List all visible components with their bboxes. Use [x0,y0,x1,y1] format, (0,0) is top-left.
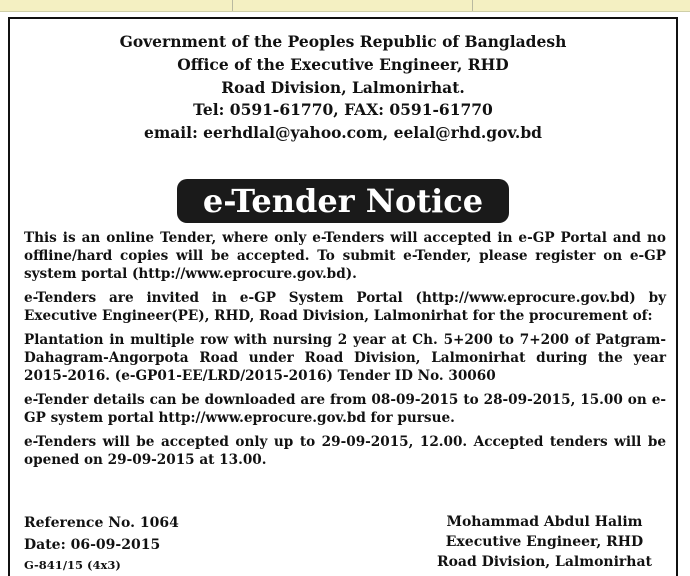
strip-divider [232,0,233,11]
office-name: Office of the Executive Engineer, RHD [177,54,509,74]
notice-date: Date: 06-09-2015 [24,537,161,553]
signatory-name: Mohammad Abdul Halim [446,514,643,530]
paragraph-download-period: e-Tender details can be downloaded are from 08-09-2015 to 28-09-2015, 15.00 on e-GP system portal http://www.eprocure.gov.bd for pursue. [24,392,666,426]
title-wrapper [10,179,676,223]
signatory-title: Executive Engineer, RHD [445,534,644,550]
reference-number: Reference No. 1064 [24,515,179,531]
signature-block [437,512,652,572]
division-name: Road Division, Lalmonirhat. [221,77,465,97]
publication-code: G-841/15 (4x3) [24,558,121,572]
notice-title: e-Tender Notice [177,179,509,223]
signatory-office: Road Division, Lalmonirhat [436,554,652,570]
strip-divider [472,0,473,11]
paragraph-submission-deadline: e-Tenders will be accepted only up to 29-09-2015, 12.00. Accepted tenders will be opened on 29-09-2015 at 13.00. [24,434,666,468]
top-page-strip [0,0,690,12]
government-name: Government of the Peoples Republic of Bangladesh [119,32,567,51]
paragraph-procurement-item: Plantation in multiple row with nursing 2 year at Ch. 5+200 to 7+200 of Patgram-Dahagram-Angorpota Road under Road Division, Lalmonirhat during the year 2015-2016. (e-GP01-EE/LRD/2015-2016) Tender ID No. 30060 [24,332,666,384]
reference-block [24,512,179,574]
contact-phone: Tel: 0591-61770, FAX: 0591-61770 [193,100,493,120]
contact-email: email: eerhdlal@yahoo.com, eelal@rhd.gov.bd [143,123,542,143]
notice-body [24,229,666,475]
paragraph-online-tender: This is an online Tender, where only e-Tenders will accepted in e-GP Portal and no offline/hard copies will be accepted. To submit e-Tender, please register on e-GP system portal (http://www.eprocure.gov.bd). [24,230,666,282]
office-header [10,31,676,145]
tender-notice-box [8,17,678,576]
paragraph-invitation: e-Tenders are invited in e-GP System Portal (http://www.eprocure.gov.bd) by Executive Engineer(PE), RHD, Road Division, Lalmonirhat for the procurement of: [24,290,666,324]
